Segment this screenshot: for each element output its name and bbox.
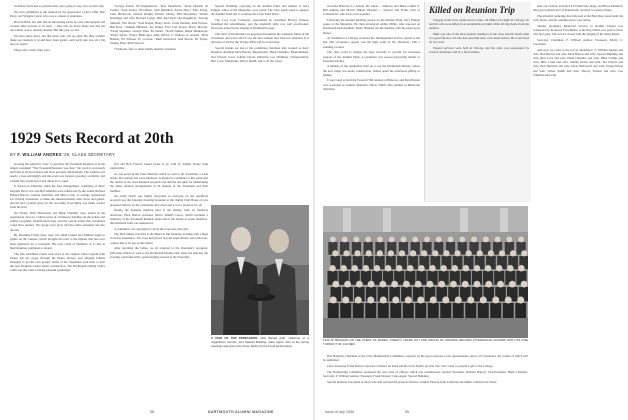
paragraph: It started on Thursday when the lead management, consisting of Marc Pugram, Bert Cave and Bob Munden were reinforced by the ardent Richard Pintard Barrett, reunion chairman, and Milo Crane, to arrange registration for arriving classmates, to make the announcements, their wives and guests, and the first cocktail party for the recording. Everything was under control from the start.	[10, 184, 105, 210]
group-photo-face	[367, 297, 374, 304]
group-photo-face	[448, 237, 454, 243]
paragraph: We were gladdened at the reunion by the appearance of Ed Coffin, Bob Perry, and Virginia Lewis, who was a contest of attendees.	[10, 9, 105, 18]
group-photo-face	[377, 250, 383, 256]
left-col2-body	[110, 162, 208, 408]
paragraph: recorded Hanover is a beauty, the whole ... Wallace, and Mike Collins Jr. Bill Jenkins and Mortal Tibbets Hewlett, ... Stewart and Frank, both of Connecticut, who drove over together.	[323, 4, 420, 17]
group-photo-face	[356, 281, 363, 288]
class-group-photo	[323, 206, 528, 338]
right-col1-body	[323, 4, 420, 202]
left-page-number: 58	[150, 410, 154, 414]
paragraph: The fine scheduled events took place at the campus when Captain John Parker led the group through the Baker Library tour (though Johnny managed to get his own group). Some of the classmates took time to visit the new Hopkins Center under construction. The Dartmouth Outing Club's cabin was the scene of many pleasant gatherings.	[10, 251, 105, 273]
article-byline: BY F. WILLIAM ANDRES '29, CLASS SECRETARY	[10, 152, 115, 157]
paragraph: As you noted in the Class Mention which we sent to all classmates a week before the reunion and were hindered. It should be continued at this point that the caliber of our class Reunion program was that the old spirit for undertaking the entire reunion arrangements in all manner of the Twentieth and their families.	[110, 171, 208, 193]
group-photo-person	[440, 303, 451, 318]
paragraph: The spirit of Dartmouth was apparent throughout the weekend. Many of the classmates and wives said it was the best reunion they had ever attended. It is the hope of all that the Twenty-Fifth will be even better.	[211, 32, 309, 45]
paragraph: later out of those attractive Ed Walsh beer mugs, and Bruce Heinrich, that great reunion host of Dartmouth, received a rousing tribute.	[533, 4, 623, 13]
right-page-number: 59	[405, 410, 409, 414]
group-photo-face	[332, 281, 339, 288]
group-photo-face	[443, 250, 449, 256]
group-photo-face	[518, 237, 524, 243]
group-photo-face	[518, 265, 524, 271]
group-photo-face	[432, 250, 438, 256]
group-photo-face	[391, 281, 398, 288]
paragraph: The final dinner was held at the Hanover Inn Saturday evening with a huge crowd in attendance. The class had grown beyond expectations, and some late-comers had to be put at side tables.	[110, 232, 208, 245]
paragraph: Brown Zinck, her dad, had an Interesting series of color photographs and various other pictures to be seen, ... One rule we never made was that the one family was to outstrip another. But this year we did.	[10, 19, 105, 32]
group-photo-face	[344, 281, 351, 288]
paragraph: It was voted to hold the Twenty-Fifth reunion at Hanover, and Dick Barrett was re-elected as reunion chairman. Oliver Smith will continue as Memorial chairman.	[323, 78, 420, 91]
group-photo-person	[340, 303, 351, 318]
group-photo-face	[388, 250, 394, 256]
paragraph: And now we come to the roll of attendance: F. William Andres and wife, Bob Barrett and wife, Dick Barrett and wife, Spaced Building and wife, Bert Cave and wife, Hank Chandler and wife, Mike Collins and wife, Milo Crane and wife, Johnny Doole and wife, Ted Francis and wife, Bob Hartman and wife, Dick Hasbrouck and wife, Frank Nelson and wife, Oliver Smith and wife, Harvey Watson and wife, Lee Whitman and wife.	[533, 47, 623, 77]
group-photo-face	[485, 281, 492, 288]
paragraph: "George Eaton, '09 Englishtown, "Pete Studebeck, "Doan Putnam, Al Foulds, "Fred Turner, '09 Gilbert, Sam Hamilton, Ernest Hess," Ellis Irving, Chas Hitchcock, Nelson Knight, Harold Libbey, Bill Macomber, Wilbur Klebinger and wife, Howard Lodge, Pike 'Red Kyle' and Dougherty, "George Munsell, Wal Owen, "Fred Ragan, Henry Peck, Loren Pendall, John Payson, Bill Ross, "Johnnie Hubbard, Joe Parker, Fred Carl Pearce, Harry Mowatt, "Doug Saunders, George Siner, Ed Senior, "Norm Walker, Ralph Shenberger, "Elliot Taylor, 'Fuzzy' Bush Ayer, Alfie Wilson, F. Wallace, A. Arnold, "Nick Burnett, Ed Jackson, D. Lawson, "Ruth Gristwold, Jean Bacon, Ed Taylor, Stanley Hale, Ruth Stewart.	[110, 4, 208, 46]
group-photo-face	[509, 281, 516, 288]
issue-label: Issue of July 1949	[325, 410, 354, 414]
left-col3-body	[211, 4, 309, 202]
group-photo-person	[503, 303, 514, 318]
group-photo-face	[499, 250, 505, 256]
group-photo-face	[352, 265, 358, 271]
right-page	[315, 0, 628, 420]
group-photo-face	[506, 237, 512, 243]
group-photo-face	[418, 265, 424, 271]
group-photo-face	[454, 250, 460, 256]
right-col2-body	[323, 354, 528, 408]
group-photo-face	[407, 265, 413, 271]
group-photo-person	[515, 303, 526, 318]
group-photo-face	[430, 297, 437, 304]
group-photo-face	[410, 250, 416, 256]
group-photo-face	[421, 250, 427, 256]
group-photo-face	[521, 250, 527, 256]
group-photo-face	[474, 265, 480, 271]
left-col1-top	[10, 4, 105, 126]
paragraph: An event which was highly enjoyable to everyone on the unofficial program was the Saturday morning breakfast at the Outing Club House. It was prepared entirely by the classmates and wives and it was a pleasure for all.	[110, 194, 208, 207]
paragraph: After rejoining the ladies, we all returned to the President's reception, following which we went to the Dartmouth Outing Club. After the dancing, the evening concluded with a grand singing session at the Fraternity.	[110, 246, 208, 259]
group-photo-face	[403, 281, 410, 288]
group-photo-face	[471, 237, 477, 243]
paragraph: Class Treasurer Frank Nelson reported a balance on hand and the Class Fund's growth. The class voted to present a gift to the College.	[327, 363, 494, 368]
left-col2-top	[110, 4, 208, 126]
paragraph: Special mention was made of those who had traveled the greatest distance: Johnny Pierson from California and Mike Collins from Texas.	[327, 379, 498, 384]
group-photo-face	[412, 237, 418, 243]
group-photo-face	[459, 237, 465, 243]
paragraph: recalled it had been so pleasant that were going to stay over an extra day.	[14, 4, 105, 8]
paragraph: Sunday morning's Memorial Service in Rollins Chapel was conducted by Professor Fred Beebe. A moving tribute was paid to those who had gone. The service closed with the singing of the Alma Mater.	[533, 23, 623, 37]
group-photo-face	[495, 237, 501, 243]
group-photo-face	[332, 250, 338, 256]
group-photo-face	[396, 265, 402, 271]
group-photo-face	[497, 281, 504, 288]
paragraph: A number of the reunioners went up to see the Dartmouth Skiway, where the new lodge was under construction. Others spent the afternoon golfing or fishing.	[323, 64, 420, 77]
group-photo-face	[330, 237, 336, 243]
paragraph: In using the adjective "best" to describe the Twentieth Reunion as in the simple statement "The Twentieth Reunion was fine," the word is accurately and both in its most literal and most personal implications. The weather was nearly a dare and mighty and the event was formed, greeting, cordiality, and a finish that would have been dared us to equal.	[10, 162, 105, 183]
group-photo-face	[342, 237, 348, 243]
left-col1-body	[10, 162, 105, 408]
group-photo-person	[353, 303, 364, 318]
magazine-name: DARTMOUTH ALUMNI MAGAZINE	[208, 410, 274, 414]
paragraph: Al Washburn of Chicago received the Distinguished Service Award at the Inn. His acceptance speech was the high point of the afternoon, with a standing ovation.	[323, 36, 420, 49]
paragraph: On Friday, Dick Hasbrouck and Hank Chandler were joined in the registration crew by a whole series of volunteers, handing out the tickets and sundry programs, identification bags, and the various items that classmates could have desired. The group soon grew and the tables extended out into the Inn.	[10, 210, 105, 232]
group-photo-face	[462, 281, 469, 288]
group-photo-face	[492, 297, 499, 304]
group-photo-face	[415, 281, 422, 288]
group-photo-face	[505, 297, 512, 304]
group-photo-face	[455, 297, 462, 304]
group-photo-face	[507, 265, 513, 271]
group-photo-person	[415, 303, 426, 318]
left-page	[0, 0, 313, 420]
group-photo-person	[490, 303, 501, 318]
killed-on-reunion-trip-box	[424, 2, 531, 202]
group-photo-face	[380, 297, 387, 304]
sidebar-body	[429, 18, 529, 200]
paragraph: Funeral services were held in Chicago and the class was represented by several classmates and by a floral tribute.	[429, 46, 529, 55]
paragraph: Mike was one of the most popular members of the class and his death came as a great shock to all who had seen him only a few hours before. He is survived by two sons.	[429, 32, 529, 45]
group-photo-person	[478, 303, 489, 318]
group-photo-face	[353, 237, 359, 243]
group-photo-face	[488, 250, 494, 256]
group-photo-face	[438, 281, 445, 288]
group-photo-face	[365, 237, 371, 243]
sidebar-title: Killed on Reunion Trip	[429, 5, 515, 15]
group-photo-face	[424, 237, 430, 243]
group-photo-face	[385, 265, 391, 271]
group-photo-face	[463, 265, 469, 271]
group-photo-person	[328, 303, 339, 318]
paragraph: Tragedy in the class reunion in its wake. On Mike's last night in Chicago, he and his wife were killed in an automobile accident while driving home from the reunion.	[429, 18, 529, 31]
group-photo-face	[354, 250, 360, 256]
paragraph: The informal gathering that followed at the Bait Shop lasted until the early hours, and the reminiscences were many.	[533, 13, 623, 23]
article-headline: 1929 Sets Record at 20th	[10, 130, 174, 147]
group-photo-face	[330, 297, 337, 304]
paragraph: The Nominating Committee presented the new slate of officers which was unanimously elected: President, Richard Barrett; Vice-President, Hank Chandler; Secretary, F. William Andres; Treasurer, Frank Nelson; Class Agent, Spaced Building.	[323, 369, 528, 378]
paragraph: Secretary Chairman, F. William Andres; Treasurer, Edwin C. Cleveland.	[533, 37, 623, 47]
group-photo-face	[380, 281, 387, 288]
right-col3-body	[533, 4, 623, 408]
group-photo-face	[436, 237, 442, 243]
group-photo-face	[392, 297, 399, 304]
group-photo-face	[477, 250, 483, 256]
group-photo-face	[485, 265, 491, 271]
group-photo-person	[378, 303, 389, 318]
paragraph: Bob Hartman, chairman of the Class Membership Committee, reported on the good response to the questionnaire sent to all classmates, the results of which will be published.	[323, 354, 528, 363]
group-photo-face	[368, 281, 375, 288]
group-photo-face	[355, 297, 362, 304]
group-photo-face	[366, 250, 372, 256]
paragraph: * Indicates wife or other family member attended.	[114, 47, 177, 52]
group-photo-face	[401, 237, 407, 243]
group-photo-face	[510, 250, 516, 256]
group-photo-person	[428, 303, 439, 318]
group-photo-face	[467, 297, 474, 304]
group-photo-face	[442, 297, 449, 304]
group-photo-face	[440, 265, 446, 271]
group-photo-face	[343, 250, 349, 256]
paragraph: We have more news, but that must wait. We are glad. He thus couldn't make our reunion; it would have been grand—and we'll take you all a big one yet again!	[10, 33, 105, 47]
group-photo-face	[517, 297, 524, 304]
group-photo-face	[377, 237, 383, 243]
paragraph: Special thanks are due to the committee chairmen who worked so hard: Reunion chairman Dick Barrett; Registration, Hank Chandler; Entertainment, Ted Francis; Food, Johnny Doole; Publicity, Lee Whitman; Transportation, Bert Cave; Memorials, Oliver Smith; and to all the wives.	[211, 46, 309, 63]
group-photo-face	[374, 265, 380, 271]
group-photo-face	[363, 265, 369, 271]
group-photo-person	[465, 303, 476, 318]
group-photo-face	[474, 281, 481, 288]
class-group-photo-image	[323, 206, 528, 338]
producers-photo-image	[211, 205, 309, 335]
group-photo-face	[429, 265, 435, 271]
group-photo-face	[496, 265, 502, 271]
group-photo-face	[521, 281, 528, 288]
group-photo-face	[427, 281, 434, 288]
group-photo-face	[340, 265, 346, 271]
group-photo-person	[390, 303, 401, 318]
producers-photo-caption: A PAIR OF TOP PRODUCERS. Dick Barrett (left), chairman of a magnificent reunion, and Spaced Building, class agent, who at the spring meetings was given the Green Derby for the Fund performance.	[211, 337, 309, 348]
group-photo-face	[399, 250, 405, 256]
group-photo-face	[342, 297, 349, 304]
paragraph: The class voted to change the dues structure to provide for increased support of the Alumni Fund. A resolution was passed expressing thanks to President Dickey.	[323, 50, 420, 63]
paragraph: The Coca Cola Company, represented by classmate Harvey Watson, furnished the refreshments, and the sandwich table was well provisioned. Everyone joined in the singing of Dartmouth songs.	[211, 18, 309, 31]
paragraph: By mealtime Friday there were two small broken and families begin to gather on the campus, which brought the total to the highest that had ever been registered for a twentieth. The total count of members of a class at their Reunion continued to mount.	[10, 233, 105, 250]
group-photo-face	[466, 250, 472, 256]
group-photo-person	[365, 303, 376, 318]
class-group-photo-caption: 1929 AT REUNION ON THE STEPS OF BAKER, TWENTY YEARS OUT AND PROUD OF WINNING RECORD ATTENDANCE HONORS WITH ITS FINE TURNOUT OF 132 MEN	[323, 339, 528, 346]
group-photo-person	[403, 303, 414, 318]
producers-photo	[211, 205, 309, 335]
paragraph: During the business meeting held at the Outing Club on Saturday afternoon, Dick Barrett presided. Oliver Smith's report, which included a summary of the Twentieth Reunion plans and of the deaths of seven members, the memorial fund was announced.	[110, 208, 208, 225]
group-photo-face	[329, 265, 335, 271]
group-photo-face	[483, 237, 489, 243]
paragraph: A committee was appointed to study the proposed class gift.	[114, 226, 189, 231]
group-photo-face	[452, 265, 458, 271]
paragraph: Following the Alumni Meeting reports on the Alumni Fund, Jerry Pringle spoke of the Magazine. He then introduced Arthur Miller, who reported on Dartmouth Development, Wally Dimond ran the meeting with his usual good humor.	[323, 18, 420, 35]
group-photo-face	[450, 281, 457, 288]
group-photo-face	[417, 297, 424, 304]
paragraph: Those who could come were:	[14, 47, 51, 52]
paragraph: Spaced, Building, reporting on the Alumni Fund, and tributes to Jerry Pringle, editor of the Magazine, were given. The class again voted to support the Alumni Fund and to continue the Class Fund Drive.	[211, 4, 309, 17]
paragraph: Ted and Bob Francis' baked beans to go with by Johnny Doole' ham sandwiches.	[110, 162, 208, 171]
group-photo-person	[453, 303, 464, 318]
group-photo-face	[480, 297, 487, 304]
group-photo-face	[405, 297, 412, 304]
group-photo-face	[389, 237, 395, 243]
